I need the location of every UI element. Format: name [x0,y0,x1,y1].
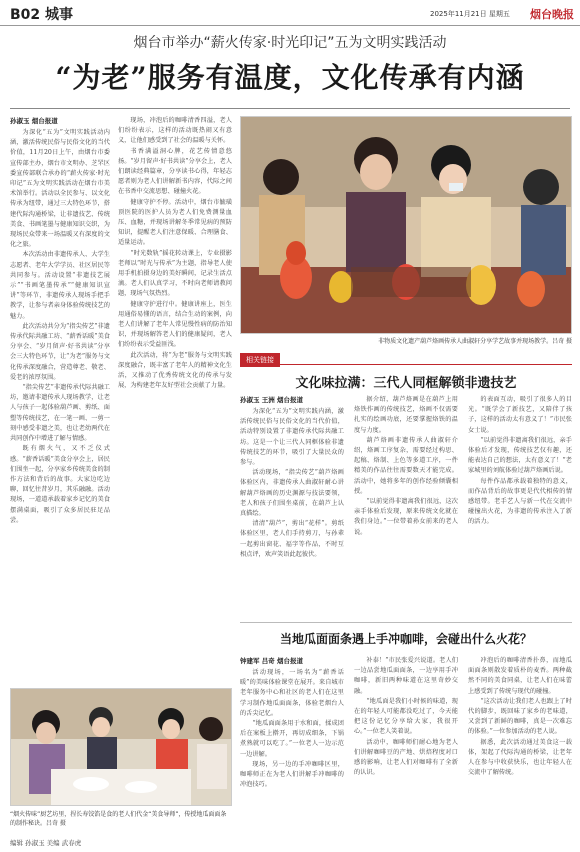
lead-col2-paragraph: 现场，冲泡后的咖啡清香四溢，老人们纷纷表示，这样的活动既热闹又有意义，让他们感受到了社会的温暖与关怀。 [118,117,232,145]
second-column-1 [240,407,344,617]
second-headline: 文化味拉满：三代人同框解锁非遗技艺 [295,376,517,391]
third-col3-paragraph: 冲泡后的咖啡清香扑鼻，而地瓜面面条则散发着质朴的麦香。两种截然不同的美食同桌，让老人们在味蕾上感受到了传统与现代的碰撞。 [468,657,572,695]
second-col2-paragraph: 葫芦烙画非遗传承人曲淑轩介绍，烙画工序复杂，需要经过构思、起稿、烙制、上色等多道工序，一件精美的作品往往需要数天才能完成。活动中，她将多年的创作经验倾囊相授。 [354,436,458,495]
lead-kicker: 烟台市举办“薪火传家·时光印记”五为文明实践活动 [133,35,447,51]
second-col3-paragraph: “以前觉得非遗离我们很远，亲手体验后才发现，传统技艺仅有趣，还能表达自己的想法，太有意义了！”老家城里的刘航体验过葫芦烙画后说。 [468,436,572,475]
main-photo-caption: 非物质文化遗产葫芦烙画传承人曲淑轩分享学艺故事并现场教学。吕奇 摄 [378,338,572,345]
related-links-rule [240,364,572,365]
second-col3-paragraph: 每件作品都承载着独特的意义，而作品背后的故事更是代代相传的情感纽带。老手艺人与新一代在交流中碰撞出火花，为非遗的传承注入了新的活力。 [468,477,572,526]
second-col3-paragraph: 的表面互动，吸引了很多人的目光。“既学会了新技艺，又陪伴了孩子，这样的活动太有意义了！”市民张女士说。 [468,396,572,434]
bottom-photo-cooking [10,688,232,806]
third-col1-paragraph: 现场，另一边的手冲咖啡区里，咖啡师正在为老人们讲解手冲咖啡的冲泡技巧。 [240,760,344,789]
issue-date: 2025年11月21日 星期五 [430,10,510,18]
third-col2-paragraph: 活动中，咖啡师们耐心地为老人们讲解咖啡豆的产地、烘焙程度对口感的影响，让老人们对咖啡有了全新的认识。 [354,738,458,777]
lead-col1-paragraph: 为深化“五为”文明实践活动内涵，激活传统民俗与民俗文化的当代价值，11月20日上午，由烟台市委宣传部主办，烟台市文明办、芝罘区委宣传部联合承办的“薪火传家·时光印记”五为文明实践活动在烟台市美术馆举行。活动以全民参与、以文化传承为纽带，通过三大特色环节，搭建代际沟通桥梁，让非遗技艺、传统美食、书画笔墨与健康知识交织，为现场民众带来一场温暖又有深度的文化之旅。 [10,129,110,249]
story-divider [240,622,572,623]
lead-column-1 [10,128,110,648]
main-photo-workshop [240,116,572,334]
lead-col1-paragraph: 既有烟火气，又不乏仪式感。“薪香话暖”美食分享会上，居民们围坐一起，分享家乡传统美食的制作方法和背后的故事。大家边吃边聊，回忆往昔岁月，其乐融融。活动现场，一道道承载着家乡记忆的美食摆满桌面，吸引了众多居民驻足品尝。 [10,445,110,524]
lead-col1-paragraph: 此次活动共分为“指尖传艺”非遗传承代际共融工坊、“薪香话暖”美食分享会、“岁月留声·好书共读”分享会三大特色环节，让“为老”服务与文化传承深度融合，营造尊老、敬老、爱老的浓厚氛围。 [10,322,110,381]
lead-col2-paragraph: 健康守护进行中。健康讲座上，医生用通俗易懂的语言，结合生动的案例，向老人们讲解了老年人常见慢性病的防治知识，并现场解答老人们的健康疑问，老人们纷纷表示受益匪浅。 [118,300,232,349]
headline-rule [10,108,570,109]
lead-col1-paragraph: 本次活动由非遗传承人、大学生志愿者、老年大学学员、社区居民等共同参与。活动设置“非遗技艺展示”“书画笔墨传承”“健康知识宣讲”等环节，非遗传承人现场手把手教学，让参与者亲身体验传统技艺的魅力。 [10,251,110,320]
third-byline: 钟建军 吕奇 烟台报道 [240,657,304,665]
third-col1-paragraph: “地瓜面面条用于水和面，揉成团后在案板上擀开，再切成细条，下锅煮熟就可以吃了。”一位老人一边示范一边讲解。 [240,720,344,758]
lead-col1-paragraph: “指尖传艺”非遗传承代际共融工坊，邀请非遗传承人现场教学，让老人与孩子一起体验葫芦画、剪纸、面塑等传统技艺，在一笔一画、一剪一刻中感受非遗之美，也让老幼两代在共同创作中增进了解与情感。 [10,384,110,443]
second-byline: 孙淑玉 王洲 烟台报道 [240,396,304,404]
lead-col2-paragraph: 健康守护不停。活动中，烟台市毓璜顶医院的医护人员为老人们免费测量血压、血糖，并现场讲解冬季常见病的预防知识，提醒老人们注意保暖、合理膳食、适量运动。 [118,198,232,247]
second-col2-paragraph: “以前觉得非遗离我们很远，这次亲手体验后发现，原来传统文化就在我们身边。”一位带着孙女前来的老人说。 [354,498,458,536]
second-col1-paragraph: 清清“葫芦”，剪出“花样”。剪纸体验区里，老人们手持剪刀，与孙辈一起剪出窗花、福字等作品，不时互相点评，欢声笑语此起彼伏。 [240,520,344,558]
third-column-1 [240,668,344,832]
second-column-2 [354,395,458,617]
third-col2-paragraph: “地瓜面是我们小时候的味道，现在的年轻人可能都没吃过了，今天能把这份记忆分享给大家，我很开心。”一位老人笑着说。 [354,697,458,736]
second-col1-paragraph: 为深化“五为”文明实践内涵，激活传统民俗与民俗文化的当代价值，活动特别设置了非遗传承代际共融工坊。这是一个让三代人同框体验非遗传统技艺的环节，吸引了大量民众的参与。 [240,408,344,467]
related-links-tab: 相关链接 [240,353,280,367]
third-col3-paragraph: 据悉，此次活动通过美食这一载体，架起了代际沟通的桥梁，让老年人在参与中收获快乐，也让年轻人在交流中了解传统。 [468,738,572,777]
lead-col2-paragraph: 书香满溢洞心脾，花艺传情意悠扬。“岁月留声·好书共读”分享会上，老人们朗读经典篇章，分享读书心得，年轻志愿者则为老人们讲解新书内容，代际之间在书香中交流思想、碰撞火花。 [118,147,232,196]
lead-col2-paragraph: 此次活动，将“为老”服务与文明实践深度融合，既丰富了老年人的精神文化生活，又推动了优秀传统文化的传承与发展，为构建老年友好型社会贡献了力量。 [118,351,232,390]
lead-headline: “为老”服务有温度，文化传承有内涵 [55,61,525,94]
bottom-photo-caption: “烟火传味”厨艺坊里，捏长寿饺馅是食的老人们代金“美食导师”，传授地瓜面面条的制作秘诀。吕奇 摄 [10,811,227,827]
second-col2-paragraph: 据介绍，葫芦烙画是在葫芦上用烙铁作画的传统技艺，烙画不仅需要扎实的绘画功底，还要掌握烙铁的温度与力度。 [354,396,458,434]
third-headline: 当地瓜面面条遇上手冲咖啡，会碰出什么火花？ [279,632,532,646]
second-col1-paragraph: 活动现场，“指尖传艺”葫芦烙画体验区内，非遗传承人曲淑轩耐心讲解葫芦烙画的历史渊源与技法要领，老人和孩子们围坐桌前，在葫芦上认真描绘。 [240,469,344,518]
third-column-2 [354,656,458,832]
page-header [0,0,580,26]
third-col3-paragraph: “这次活动让我们老人也跟上了时代的脚步，既回味了家乡的老味道，又尝到了新鲜的咖啡，真是一次难忘的体验。”一位参加活动的老人说。 [468,697,572,736]
lead-column-2 [118,116,232,696]
lead-byline: 孙淑玉 烟台报道 [10,117,58,125]
editor-credits: 编辑 孙淑玉 美编 武春虎 [10,839,82,847]
page-code: B02 城事 [10,7,74,23]
third-col2-paragraph: 补泰！”市民张爱兴说道。老人们一边品尝地瓜面面条，一边享用手冲咖啡，新旧两种味道在这里奇妙交融。 [354,657,458,695]
third-column-3 [468,656,572,832]
second-column-3 [468,395,572,617]
lead-col2-paragraph: “时光数轨”摇花转动课上，专业摄影老师以“时光与传承”为主题，指导老人使用手机拍摄身边的美好瞬间，记录生活点滴。老人们认真学习，不时向老师请教问题，现场气氛热烈。 [118,249,232,298]
newspaper-masthead: 烟台晚报 [530,8,574,21]
third-col1-paragraph: 活动现场，一场名为“薪香话暖”的美味体验课堂在展开。来自城市老年服务中心和社区的老人们在这里学习制作地瓜面面条，体验老烟台人的舌尖记忆。 [240,669,344,717]
